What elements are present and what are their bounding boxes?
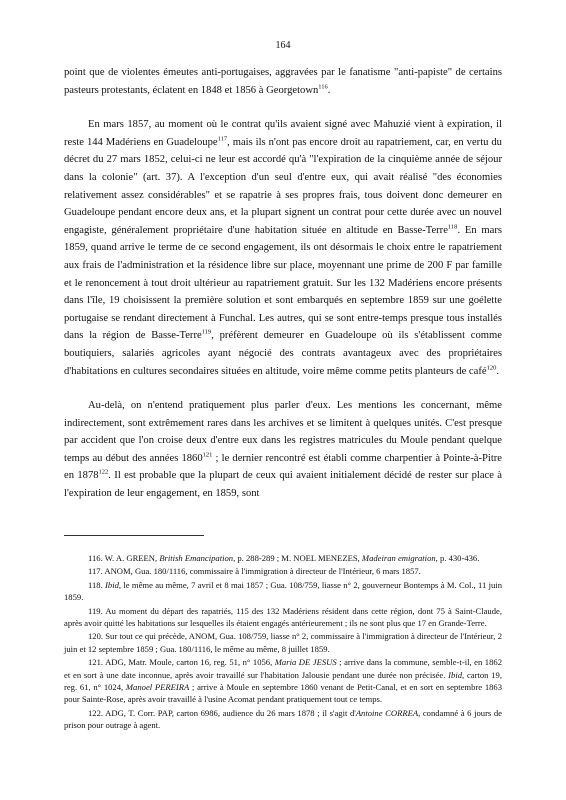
text-run: ; arrive dans la commune, semble-t-il, en 1862 et en sort à une date inconnue, après avoir travaillé sur l'habitation Jalousie pendant une durée non précisée.: [64, 657, 502, 680]
italic-text: Manoel PEREIRA: [125, 682, 190, 693]
italic-text: Madeiran emigration: [361, 553, 436, 563]
text-run: .: [496, 365, 499, 377]
text-run: , préfèrent demeurer en Guadeloupe où ils s'établissent comme boutiquiers, salariés agricoles ayant négocié des contrats avantageux avec des propriétaires d'habitations en cultures secondaires situées en altitude, voire même comme petits planteurs de café: [64, 330, 502, 377]
text-run: , condamné à 6 jours de prison pour outrage à agent.: [64, 707, 502, 731]
footnote-ref: 119: [201, 328, 212, 336]
footnote-ref: 121: [202, 451, 213, 459]
footnote: [64, 656, 502, 706]
text-run: . En mars 1859, quand arrive le terme de ce second engagement, ils ont désormais le choix entre le rapatriement aux frais de l'administration et la résidence libre sur place, moyennant une prime de 200 F par famille et le renoncement à tout droit ultérieur au rapatriement gratuit. Sur les 132 Madériens encore présents dans l'île, 19 choisissent la première solution et sont embarqués en septembre 1859 sur une goélette portugaise se rendant directement à Funchal. Les autres, qui se sont entre-temps presque tous installés dans la région de Basse-Terre: [64, 224, 503, 342]
italic-text: Maria DE JESUS: [274, 657, 337, 668]
footnote: [64, 565, 502, 577]
paragraph: [64, 64, 502, 99]
text-run: 119. Au moment du départ des rapatriés, 115 des 132 Madériens résident dans cette région, dont 75 à Saint-Claude, après avoir quitté les habitations sur lesquelles ils étaient engagés antérieurement ; ils ne sont plus que 17 en Grande-Terre.: [64, 605, 502, 629]
paragraph: [64, 116, 502, 380]
footnote: [64, 707, 502, 732]
footnote-ref: 120: [486, 363, 497, 371]
italic-text: Ibid: [105, 579, 119, 590]
italic-text: Ibid: [448, 669, 463, 680]
text-run: , p. 288-289 ; M. NOEL MENEZES,: [233, 553, 362, 563]
italic-text: Antoine CORREA: [355, 707, 419, 718]
body-text: [64, 64, 502, 503]
footnotes: [64, 552, 502, 733]
text-run: .: [327, 84, 331, 96]
text-run: 120. Sur tout ce qui précède, ANOM, Gua. 108/759, liasse n° 2, commissaire à l'immigration à directeur de l'Intérieur, 2 juin et 12 septembre 1859 ; Gua. 180/1116, le même au même, 8 juillet 1859.: [64, 631, 502, 654]
page-number: 164: [275, 40, 291, 51]
text-run: 117. ANOM, Gua. 180/1116, commissaire à l'immigration à directeur de l'Intérieur, 6 mars 1857.: [88, 566, 421, 577]
paragraph-gap: [64, 99, 502, 116]
text-run: 122. ADG, T. Corr. PAP, carton 6986, audience du 26 mars 1878 ; il s'agit d': [88, 707, 356, 718]
text-run: 118.: [88, 579, 106, 590]
paragraph: [64, 397, 502, 503]
text-run: , p. 430-436.: [435, 553, 480, 563]
footnote-ref: 122: [98, 468, 109, 476]
footnote: [64, 630, 502, 655]
text-run: ; le dernier rencontré est établi comme charpentier à Pointe-à-Pitre en 1878: [64, 452, 502, 482]
text-run: point que de violentes émeutes anti-portugaises, aggravées par le fanatisme "anti-papiste" de certains pasteurs protestants, éclatent en 1848 et 1856 à Georgetown: [64, 67, 502, 96]
text-run: , mais ils n'ont pas encore droit au rapatriement, car, en vertu du décret du 27 mars 1852, celui-ci ne leur est accordé qu'à "l'expiration de la cinquième année de séjour dans la colonie" (art. 37). A l'exception d'un seul d'entre eux, qui avait réalisé "des économies relativement assez considérables" et se rapatrie à ses propres frais, tous doivent donc demeurer en Guadeloupe pendant encore deux ans, et la plupart signent un contrat pour cette durée avec un nouvel engagiste, généralement propriétaire d'une habitation située en altitude en Basse-Terre: [64, 136, 502, 236]
text-run: Au-delà, on n'entend pratiquement plus parler d'eux. Les mentions les concernant, même indirectement, sont extrêmement rares dans les archives et se limitent à quelques unités. C'est presque par accident que l'on croise deux d'entre eux dans les registres matricules du Moule pendant quelque temps au début des années 1860: [64, 400, 502, 464]
paragraph-gap: [64, 380, 502, 397]
footnote: [64, 605, 502, 630]
text-run: En mars 1857, au moment où le contrat qu'ils avaient signé avec Mahuzié vient à expiration, il reste 144 Madériens en Guadeloupe: [64, 119, 502, 148]
text-run: 121. ADG, Matr. Moule, carton 16, reg. 51, n° 1056,: [88, 657, 275, 668]
text-run: , le même au même, 7 avril et 8 mai 1857 ; Gua. 108/759, liasse n° 2, gouverneur Bontemps à M. Col., 11 juin 1859.: [64, 579, 502, 603]
text-run: 116. W. A. GREEN,: [88, 553, 160, 563]
footnote-ref: 118: [447, 223, 458, 231]
footnote-separator: [64, 535, 204, 536]
footnote: [64, 552, 502, 564]
text-run: . Il est probable que la plupart de ceux qui avaient initialement décidé de rester sur place à l'expiration de leur engagement, en 1859, sont: [64, 470, 502, 500]
footnote-ref: 117: [217, 135, 228, 143]
text-run: , carton 19, reg. 61, n° 1024,: [64, 669, 502, 693]
footnote-ref: 116: [318, 83, 328, 91]
italic-text: British Emancipation: [159, 553, 234, 563]
footnote: [64, 579, 502, 604]
text-run: ; arrive à Moule en septembre 1860 venant de Petit-Canal, et en sort en septembre 1863 pour Sainte-Rose, après avoir travaillé à l'usine Acomat pendant pratiquement tout ce temps.: [64, 682, 503, 705]
